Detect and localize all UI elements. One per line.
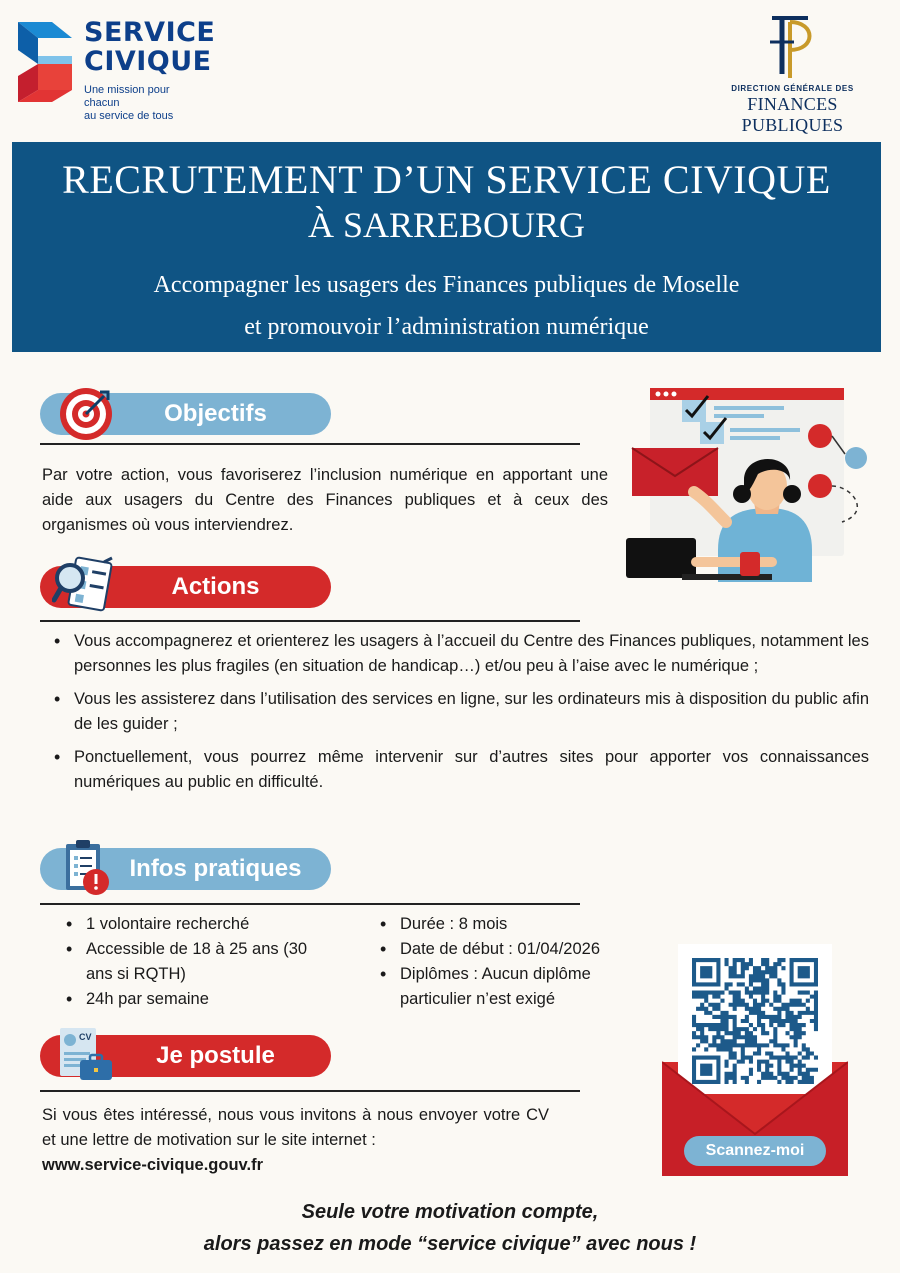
divider xyxy=(40,620,580,622)
infos-left-list xyxy=(64,912,334,1012)
divider xyxy=(40,443,580,445)
list-item: • Date de début : 01/04/2026 xyxy=(378,937,640,962)
list-item: • 1 volontaire recherché xyxy=(64,912,334,937)
service-civique-logo-icon xyxy=(14,16,76,114)
section-actions-label: Actions xyxy=(40,566,331,608)
list-item: • Durée : 8 mois xyxy=(378,912,640,937)
website-link[interactable]: www.service-civique.gouv.fr xyxy=(42,1156,263,1174)
list-item: • Vous accompagnerez et orienterez les usagers à l’accueil du Centre des Finances publiques, notamment les personnes les plus fragiles (en situation de handicap…) et/ou peu à l’aise avec le numérique ; xyxy=(52,629,869,679)
postule-text: Si vous êtes intéressé, nous vous invitons à nous envoyer votre CV et une lettre de motivation sur le site internet : www.service-civique.gouv.fr xyxy=(42,1106,549,1174)
list-item: • Ponctuellement, vous pourrez même intervenir sur d’autres sites pour apporter vos connaissances numériques au public en difficulté. xyxy=(52,745,869,795)
cv-label: CV xyxy=(79,1032,92,1042)
dgfip-subtitle: DIRECTION GÉNÉRALE DES xyxy=(731,84,854,93)
actions-list xyxy=(52,629,869,795)
banner-title: RECRUTEMENT D’UN SERVICE CIVIQUE xyxy=(62,157,831,202)
section-postule-label: Je postule xyxy=(40,1035,331,1077)
section-objectifs-label: Objectifs xyxy=(40,393,331,435)
list-item: • Vous les assisterez dans l’utilisation des services en ligne, sur les ordinateurs mis à disposition du public afin de les guider ; xyxy=(52,687,869,737)
dgfip-title: FINANCES PUBLIQUES xyxy=(741,94,844,135)
divider xyxy=(40,1090,580,1092)
banner-location: À SARREBOURG xyxy=(307,205,586,245)
list-item: • 24h par semaine xyxy=(64,987,334,1012)
header-banner xyxy=(12,142,881,352)
cv-briefcase-icon xyxy=(56,1024,116,1082)
qr-code[interactable] xyxy=(692,958,818,1084)
service-civique-title: SERVICE CIVIQUE xyxy=(84,17,216,77)
scan-me-button[interactable]: Scannez-moi xyxy=(684,1136,826,1166)
clipboard-alert-icon xyxy=(62,838,114,896)
section-infos-label: Infos pratiques xyxy=(40,848,331,890)
qr-modules xyxy=(692,958,818,1084)
objectifs-text: Par votre action, vous favoriserez l’inclusion numérique en apportant une aide aux usagers du Centre des Finances publiques et à ceux des organismes où vous interviendrez. xyxy=(42,466,608,534)
list-item: • Accessible de 18 à 25 ans (30 ans si RQTH) xyxy=(64,937,334,987)
footer-slogan: Seule votre motivation compte, alors passez en mode “service civique” avec nous ! xyxy=(203,1201,697,1255)
divider xyxy=(40,903,580,905)
banner-subtitle: Accompagner les usagers des Finances publiques de Moselle et promouvoir l’administration numérique xyxy=(153,272,740,340)
dgfip-logo-icon xyxy=(760,12,820,82)
list-item: • Diplômes : Aucun diplôme particulier n’est exigé xyxy=(378,962,640,1012)
online-assistance-illustration xyxy=(622,382,872,587)
service-civique-tagline: Une mission pour chacun au service de tous xyxy=(84,84,174,122)
checklist-magnifier-icon xyxy=(52,556,118,616)
infos-right-list xyxy=(378,912,640,1012)
target-icon xyxy=(58,386,114,442)
